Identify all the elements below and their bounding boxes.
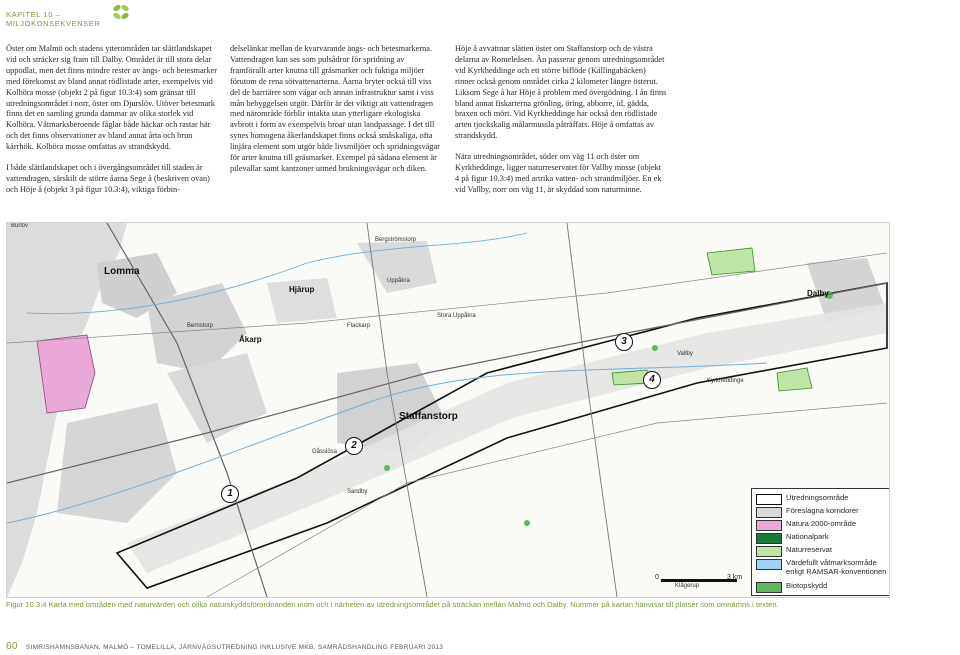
place-label: Kyrkheddinge bbox=[707, 378, 744, 384]
map-marker: 2 bbox=[345, 437, 363, 455]
map-marker: 3 bbox=[615, 333, 633, 351]
place-label: Stora Uppåkra bbox=[437, 313, 476, 319]
footer-text: SIMRISHAMNSBANAN, MALMÖ – TOMELILLA, JÄRNVÄGSUTREDNING INKLUSIVE MKB, SAMRÅDSHANDLING FEBRUARI 2013 bbox=[25, 644, 444, 651]
legend-swatch bbox=[756, 520, 782, 531]
paragraph: I både slättlandskapet och i övergångsområdet till staden är vattendragen, särskilt de större åarna Sege å (beskriven ovan) och Höje å (objekt 3 på figur 10.3:4), viktiga förbin- bbox=[6, 163, 210, 194]
place-label: Gåsslösa bbox=[312, 449, 338, 455]
place-label: Vallby bbox=[677, 351, 693, 357]
chapter-label: KAPITEL 10 – MILJÖKONSEKVENSER bbox=[6, 10, 101, 28]
page-header bbox=[0, 0, 960, 30]
legend-swatch bbox=[756, 533, 782, 544]
nature-reserve bbox=[777, 368, 812, 391]
legend-swatch bbox=[756, 507, 782, 518]
place-label: Åkarp bbox=[239, 335, 262, 344]
place-label: Hjärup bbox=[289, 285, 315, 294]
nature-reserve bbox=[707, 248, 755, 275]
place-label: Flackarp bbox=[347, 323, 371, 329]
map-legend bbox=[751, 488, 890, 596]
scale-start: 0 bbox=[655, 574, 659, 581]
nature-map bbox=[6, 222, 890, 598]
text-column-3 bbox=[455, 44, 667, 206]
biotope-protection bbox=[384, 465, 390, 471]
legend-label: Naturreservat bbox=[786, 545, 833, 554]
place-label: Uppåkra bbox=[387, 278, 410, 284]
scale-line bbox=[661, 579, 737, 582]
legend-swatch bbox=[756, 494, 782, 505]
paragraph: Höje å avvattnar slätten öster om Staffanstorp och de västra delarna av Romeleåsen. Än passerar genom utredningsområdet vid Kyrkheddinge och ett större biflöde (Källingabäcken) rinner också genom området cirka 2 kilometer längre österut. Liksom Sege å har Höje å problem med övergödning. I ån finns bland annat fiskarterna grönling, öring, abborre, id, gädda, braxen och mört. Vid Kyrkheddinge har också den rödlistade arten tjockskalig målarmussla påträffats. Höje å omfattas av strandskydd. bbox=[455, 44, 667, 141]
legend-swatch bbox=[756, 559, 782, 570]
paragraph: Öster om Malmö och stadens ytterområden tar slättlandskapet vid och sträcker sig fram till Dalby. Området är till stora delar uppodlat, men det finns mindre rester av ängs- och betesmarker med förekomst av bland annat rödlistade arter, exempelvis vid Kolböra mosse (objekt 2 på figur 10.3:4) som gränsar till utredningsområdet i norr, öster om Djurslöv. Utöver betesmark finns det en samling grunda dammar av olika storlek vid Kolböra. Våtmarksberoende fåglar både häckar och rastar här och det finns observationer av bland annat årta och brun kärrhök. Kolböra mosse omfattas av strandskydd. bbox=[6, 44, 218, 152]
paragraph: delselänkar mellan de kvarvarande ängs- och betesmarkerna. Vattendragen kan ses som pulsådror för spridning av framförallt arter knutna till gräsmarker och fuktiga miljöer förutom de rena sötvattenarterna. Åarna bryter också till viss del de barriärer som vägar och annan infrastruktur samt i viss mån bebyggelsen utgör. Därför är det viktigt att vattendragen med närområde förblir intakta utan ytterligare ekologiska avbrott i form av exempelvis broar utan landpassage. I det till synes homogena åkerlandskapet finns också småskaliga, ofta linjära element som utgör både livsmiljöer och spridningsvägar för arter knutna till gräsmarker. Exempel på sådana element är pilevallar samt kantzoner utmed brukningsvägar och diken. bbox=[230, 44, 440, 173]
scale-end: 3 km bbox=[727, 574, 743, 581]
legend-swatch bbox=[756, 546, 782, 557]
place-label: Bernstorp bbox=[187, 323, 214, 329]
legend-label: Värdefullt våtmarksområde bbox=[786, 558, 877, 567]
legend-label: enligt RAMSAR-konventionen bbox=[786, 567, 887, 576]
natura-2000-area bbox=[37, 335, 95, 413]
text-column-2 bbox=[230, 44, 442, 185]
place-label: Lomma bbox=[104, 266, 140, 277]
paragraph: Nära utredningsområdet, söder om väg 11 och öster om Kyrkheddinge, ligger naturreservatet för Vallby mosse (objekt 4 på figur 10.3:4) med artrika vatten- och strandmiljöer. En ek vid Vallby, norr om väg 11, är skyddad som naturminne. bbox=[455, 152, 662, 194]
place-label: Klågerup bbox=[675, 583, 700, 589]
place-label: Sandby bbox=[347, 489, 368, 495]
legend-label: Biotopskydd bbox=[786, 581, 828, 590]
page-footer bbox=[6, 641, 443, 652]
road bbox=[567, 223, 617, 597]
scale-bar bbox=[655, 574, 745, 586]
text-column-1 bbox=[6, 44, 218, 206]
biotope-protection bbox=[652, 345, 658, 351]
legend-label: Natura 2000-område bbox=[786, 519, 857, 528]
figure-caption: Figur 10.3:4 Karta med områden med naturvärden och olika naturskyddsförordnanden inom och i närheten av utredningsområdet på sträckan mellan Malmö och Dalby. Nummer på kartan hänvisar till platser som omnämns i texten. bbox=[6, 600, 779, 609]
place-label: Bergströmstorp bbox=[375, 237, 417, 243]
leaf-logo-icon bbox=[112, 3, 130, 21]
chapter-tab bbox=[0, 0, 112, 26]
urban-area bbox=[57, 403, 177, 523]
place-label: Burlöv bbox=[11, 223, 29, 229]
legend-label: Föreslagna korridorer bbox=[786, 506, 859, 515]
place-label: Dalby bbox=[807, 289, 829, 298]
place-label: Staffanstorp bbox=[399, 411, 458, 422]
map-marker: 1 bbox=[221, 485, 239, 503]
biotope-protection bbox=[524, 520, 530, 526]
legend-swatch bbox=[756, 582, 782, 593]
legend-label: Nationalpark bbox=[786, 532, 829, 541]
page-number: 60 bbox=[6, 641, 18, 652]
legend-label: Utredningsområde bbox=[786, 493, 849, 502]
map-marker: 4 bbox=[643, 371, 661, 389]
